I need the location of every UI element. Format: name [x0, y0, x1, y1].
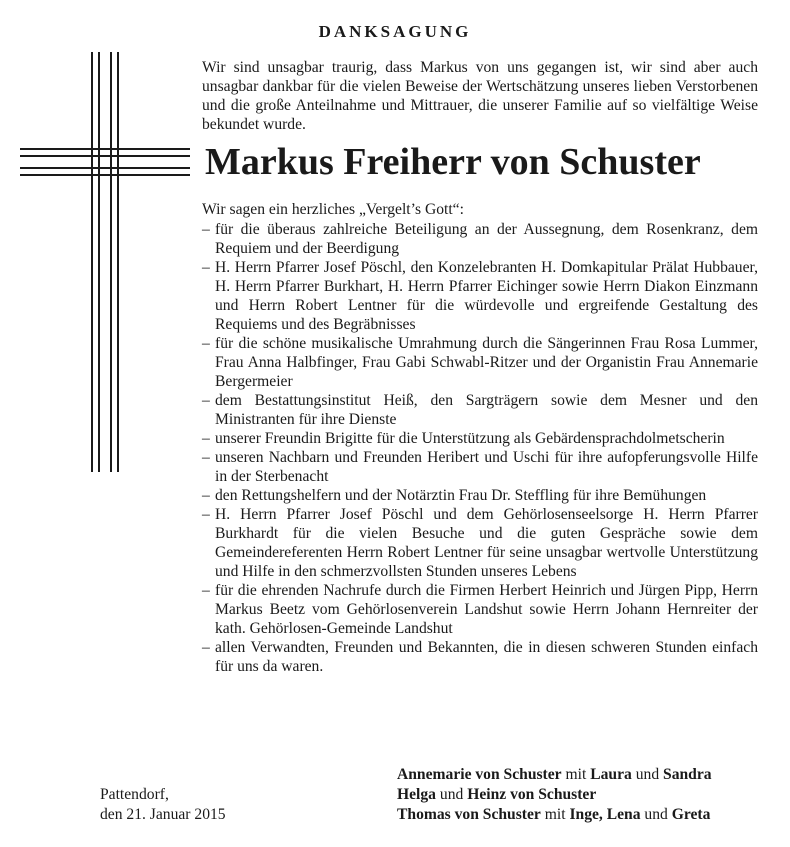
thanks-item: – für die schöne musikalische Umrahmung durch die Sängerinnen Frau Rosa Lummer, Frau Anna Halbfinger, Frau Gabi Schwabl-Ritzer und der Organistin Frau Annemarie Bergermeier [202, 334, 758, 391]
thanks-item: – für die überaus zahlreiche Beteiligung an der Aussegnung, dem Rosenkranz, dem Requiem und der Beerdigung [202, 220, 758, 258]
thanks-item: – H. Herrn Pfarrer Josef Pöschl und dem Gehörlosenseelsorge H. Herrn Pfarrer Burkhardt für die vielen Besuche und die guten Gespräche sowie dem Gemeindereferenten Herrn Robert Lentner für seine unsagbar wertvolle Unterstützung und Hilfe in den schmerzvollsten Stunden unseres Lebens [202, 505, 758, 581]
thanks-item: – H. Herrn Pfarrer Josef Pöschl, den Konzelebranten H. Domkapitular Prälat Hubbauer, H. Herrn Pfarrer Burkhart, H. Herrn Pfarrer Eichinger sowie Herrn Diakon Einzmann und Herrn Robert Lentner für die würdevolle und ergreifende Gestaltung des Requiems und des Begräbnisses [202, 258, 758, 334]
family-signatures [397, 765, 712, 825]
family-name: Inge, Lena [569, 806, 641, 823]
connector: mit [544, 806, 566, 823]
date: den 21. Januar 2015 [100, 806, 226, 823]
family-name: Greta [671, 806, 711, 823]
place-date [100, 785, 226, 825]
thanks-item: – unseren Nachbarn und Freunden Heribert und Uschi für ihre aufopferungsvolle Hilfe in der Sterbenacht [202, 448, 758, 486]
thanks-item: – allen Verwandten, Freunden und Bekannten, die in diesen schweren Stunden einfach für uns da waren. [202, 638, 758, 676]
family-name: Thomas von Schuster [397, 806, 541, 823]
family-line [397, 765, 712, 785]
thanks-item: – den Rettungshelfern und der Notärztin Frau Dr. Steffling für ihre Bemühungen [202, 486, 758, 505]
connector: und [439, 786, 464, 803]
thanks-list [202, 220, 758, 676]
thanks-intro: Wir sagen ein herzliches „Vergelt’s Gott“: [202, 201, 464, 218]
thanks-item: – für die ehrenden Nachrufe durch die Firmen Herbert Heinrich und Jürgen Pipp, Herrn Markus Beetz vom Gehörlosenverein Landshut sowie Herrn Johann Hernreiter der kath. Gehörlosen-Gemeinde Landshut [202, 581, 758, 638]
thanks-item: – unserer Freundin Brigitte für die Unterstützung als Gebärdensprachdolmetscherin [202, 429, 758, 448]
connector: und [644, 806, 668, 823]
family-name: Sandra [663, 766, 712, 783]
cross-icon [20, 52, 190, 472]
family-name: Helga [397, 786, 436, 803]
thanks-item: – dem Bestattungsinstitut Heiß, den Sargträgern sowie dem Mesner und den Ministranten für ihre Dienste [202, 391, 758, 429]
connector: mit [565, 766, 587, 783]
family-name: Laura [590, 766, 632, 783]
intro-paragraph: Wir sind unsagbar traurig, dass Markus von uns gegangen ist, wir sind aber auch unsagbar dankbar für die vielen Beweise der Wertschätzung unseres lieben Verstorbenen und die große Anteilnahme und Mittrauer, die unserer Familie auf so vielfältige Weise bekundet wurde. [202, 59, 758, 133]
deceased-name: Markus Freiherr von Schuster [205, 141, 701, 183]
family-line [397, 805, 712, 825]
place: Pattendorf, [100, 786, 169, 803]
family-line [397, 785, 712, 805]
heading: DANKSAGUNG [318, 22, 472, 41]
family-name: Heinz von Schuster [467, 786, 597, 803]
connector: und [635, 766, 660, 783]
family-name: Annemarie von Schuster [397, 766, 562, 783]
